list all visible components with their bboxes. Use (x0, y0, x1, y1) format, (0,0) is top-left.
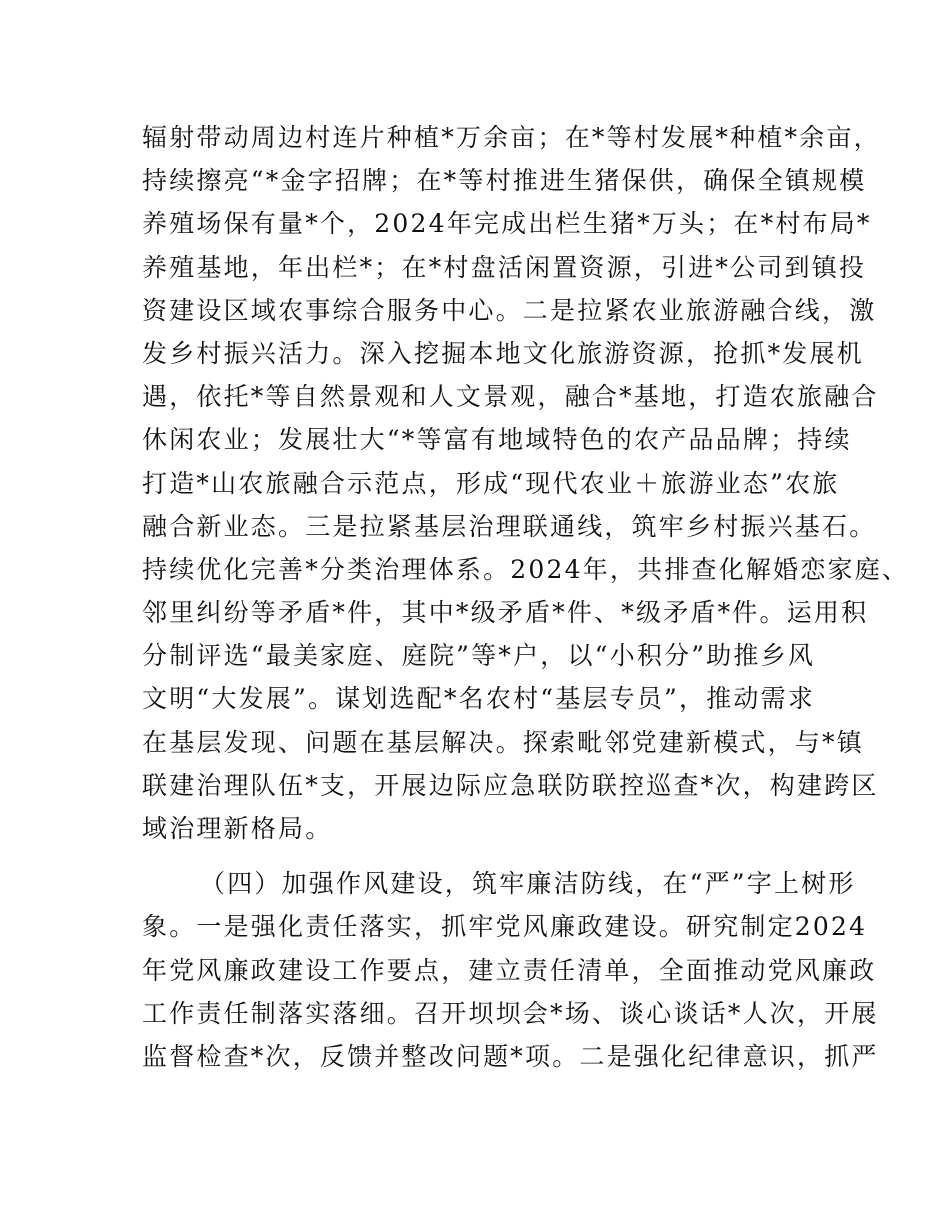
text-line: 邻里纠纷等矛盾*件，其中*级矛盾*件、*级矛盾*件。运用积 (142, 598, 869, 628)
text-line: 养殖场保有量*个，2024年完成出栏生猪*万头；在*村布局* (142, 209, 872, 239)
text-line: 打造*山农旅融合示范点，形成“现代农业＋旅游业态”农旅 (142, 468, 840, 498)
text-line: 遇，依托*等自然景观和人文景观，融合*基地，打造农旅融合 (142, 382, 879, 412)
paragraph-gap (142, 850, 822, 862)
text-line: 年党风廉政建设工作要点，建立责任清单，全面推动党风廉政 (142, 955, 877, 985)
text-line: 养殖基地，年出栏*；在*村盘活闲置资源，引进*公司到镇投 (142, 252, 867, 282)
text-line: 文明“大发展”。谋划选配*名农村“基层专员”，推动需求 (142, 684, 816, 714)
text-line: 持续擦亮“*金字招牌；在*等村推进生猪保供，确保全镇规模 (142, 166, 867, 196)
text-line: 在基层发现、问题在基层解决。探索毗邻党建新模式，与*镇 (142, 727, 864, 757)
text-line: 分制评选“最美家庭、庭院”等*户，以“小积分”助推乡风 (142, 641, 816, 671)
text-line: 联建治理队伍*支，开展边际应急联防联控巡查*次，构建跨区 (142, 770, 879, 800)
text-line: 资建设区域农事综合服务中心。二是拉紧农业旅游融合线，激 (142, 295, 877, 325)
text-line: 融合新业态。三是拉紧基层治理联通线，筑牢乡村振兴基石。 (142, 511, 877, 541)
text-line: 象。一是强化责任落实，抓牢党风廉政建设。研究制定2024 (142, 912, 868, 942)
section-heading-line: （四）加强作风建设，筑牢廉洁防线，在“严”字上树形 (200, 869, 856, 899)
text-line: 辐射带动周边村连片种植*万余亩；在*等村发展*种植*余亩， (142, 123, 881, 152)
paragraph-rural-revitalization (142, 116, 910, 850)
body-text (142, 116, 910, 1078)
text-line: 持续优化完善*分类治理体系。2024年，共排查化解婚恋家庭、 (142, 554, 910, 584)
paragraph-work-style (142, 862, 879, 1078)
text-line: 休闲农业；发展壮大“*等富有地域特色的农产品品牌；持续 (142, 425, 852, 455)
text-line: 工作责任制落实落细。召开坝坝会*场、谈心谈话*人次，开展 (142, 998, 879, 1028)
text-line: 监督检查*次，反馈并整改问题*项。二是强化纪律意识，抓严 (142, 1041, 879, 1071)
text-line: 域治理新格局。 (142, 814, 333, 843)
text-line: 发乡村振兴活力。深入挖掘本地文化旅游资源，抢抓*发展机 (142, 338, 864, 368)
